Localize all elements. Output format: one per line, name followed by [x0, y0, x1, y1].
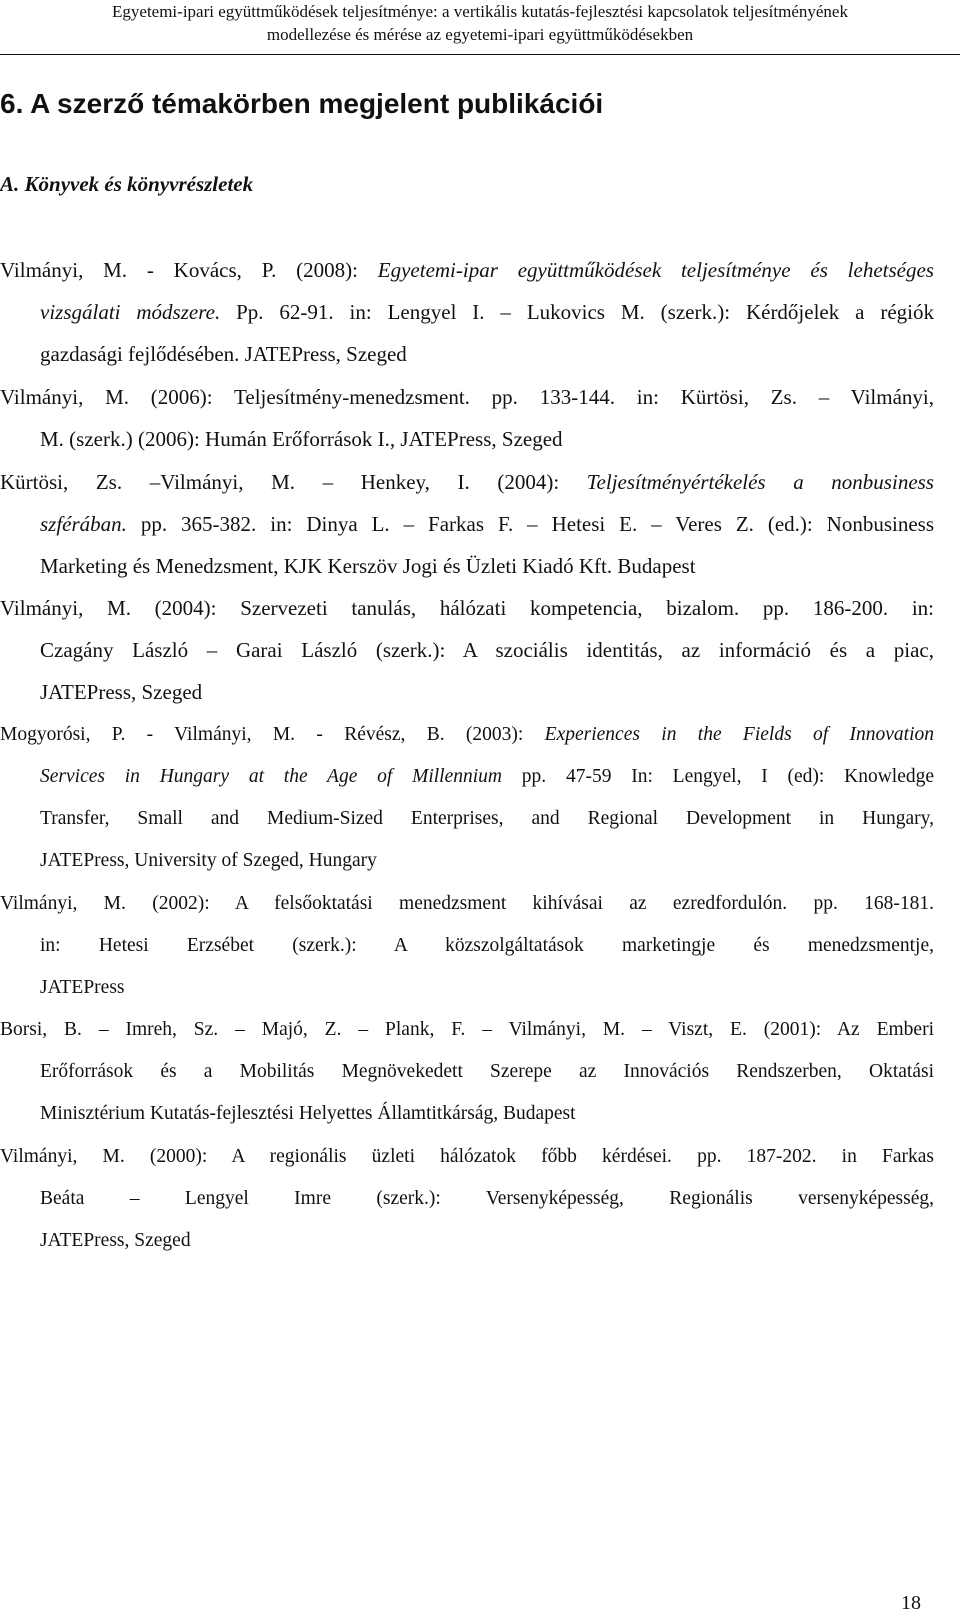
reference-line: Kürtösi, Zs. –Vilmányi, M. – Henkey, I. (2004): Teljesítményértékelés a nonbusiness	[0, 470, 934, 494]
reference-line: in: Hetesi Erzsébet (szerk.): A közszolgáltatások marketingje és menedzsmentje,	[40, 935, 934, 956]
reference-line: Vilmányi, M. (2002): A felsőoktatási menedzsment kihívásai az ezredfordulón. pp. 168-181.	[0, 893, 934, 914]
reference-line: JATEPress, University of Szeged, Hungary	[40, 850, 377, 871]
running-header	[0, 0, 960, 55]
reference-line: Erőforrások és a Mobilitás Megnövekedett Szerepe az Innovációs Rendszerben, Oktatási	[40, 1061, 934, 1082]
section-title: 6. A szerző témakörben megjelent publikációi	[0, 88, 604, 119]
reference-line: vizsgálati módszere. Pp. 62-91. in: Lengyel I. – Lukovics M. (szerk.): Kérdőjelek a régiók	[40, 300, 934, 324]
reference-line: JATEPress, Szeged	[40, 680, 203, 704]
reference-line: JATEPress, Szeged	[40, 1230, 191, 1251]
reference-line: Vilmányi, M. (2000): A regionális üzleti hálózatok főbb kérdései. pp. 187-202. in Farkas	[0, 1146, 934, 1167]
page-number: 18	[901, 1592, 921, 1614]
reference-line: Transfer, Small and Medium-Sized Enterprises, and Regional Development in Hungary,	[40, 808, 934, 829]
reference-line: M. (szerk.) (2006): Humán Erőforrások I., JATEPress, Szeged	[40, 427, 563, 451]
reference-line: Beáta – Lengyel Imre (szerk.): Versenyképesség, Regionális versenyképesség,	[40, 1188, 934, 1209]
reference-line: Minisztérium Kutatás-fejlesztési Helyettes Államtitkárság, Budapest	[40, 1103, 576, 1124]
reference-line: gazdasági fejlődésében. JATEPress, Szeged	[40, 342, 407, 366]
reference-line: Mogyorósi, P. - Vilmányi, M. - Révész, B. (2003): Experiences in the Fields of Innovation	[0, 724, 934, 745]
reference-line: Vilmányi, M. - Kovács, P. (2008): Egyetemi-ipar együttműködések teljesítménye és lehetséges	[0, 258, 934, 282]
reference-line: JATEPress	[40, 977, 125, 998]
reference-line: Services in Hungary at the Age of Millennium pp. 47-59 In: Lengyel, I (ed): Knowledge	[40, 766, 934, 787]
running-header-line-2: modellezése és mérése az egyetemi-ipari együttműködésekben	[266, 25, 694, 44]
reference-line: szférában. pp. 365-382. in: Dinya L. – Farkas F. – Hetesi E. – Veres Z. (ed.): Nonbusiness	[40, 512, 934, 536]
reference-line: Vilmányi, M. (2004): Szervezeti tanulás, hálózati kompetencia, bizalom. pp. 186-200. in:	[0, 596, 934, 620]
reference-line: Borsi, B. – Imreh, Sz. – Majó, Z. – Plank, F. – Vilmányi, M. – Viszt, E. (2001): Az Emberi	[0, 1019, 934, 1040]
reference-line: Vilmányi, M. (2006): Teljesítmény-menedzsment. pp. 133-144. in: Kürtösi, Zs. – Vilmányi,	[0, 385, 934, 409]
subsection-title: A. Könyvek és könyvrészletek	[0, 172, 254, 196]
reference-line: Marketing és Menedzsment, KJK Kerszöv Jogi és Üzleti Kiadó Kft. Budapest	[40, 554, 696, 578]
running-header-line-1: Egyetemi-ipari együttműködések teljesítménye: a vertikális kutatás-fejlesztési kapcsolatok teljesítményének	[112, 2, 848, 21]
reference-line: Czagány László – Garai László (szerk.): A szociális identitás, az információ és a piac,	[40, 638, 934, 662]
